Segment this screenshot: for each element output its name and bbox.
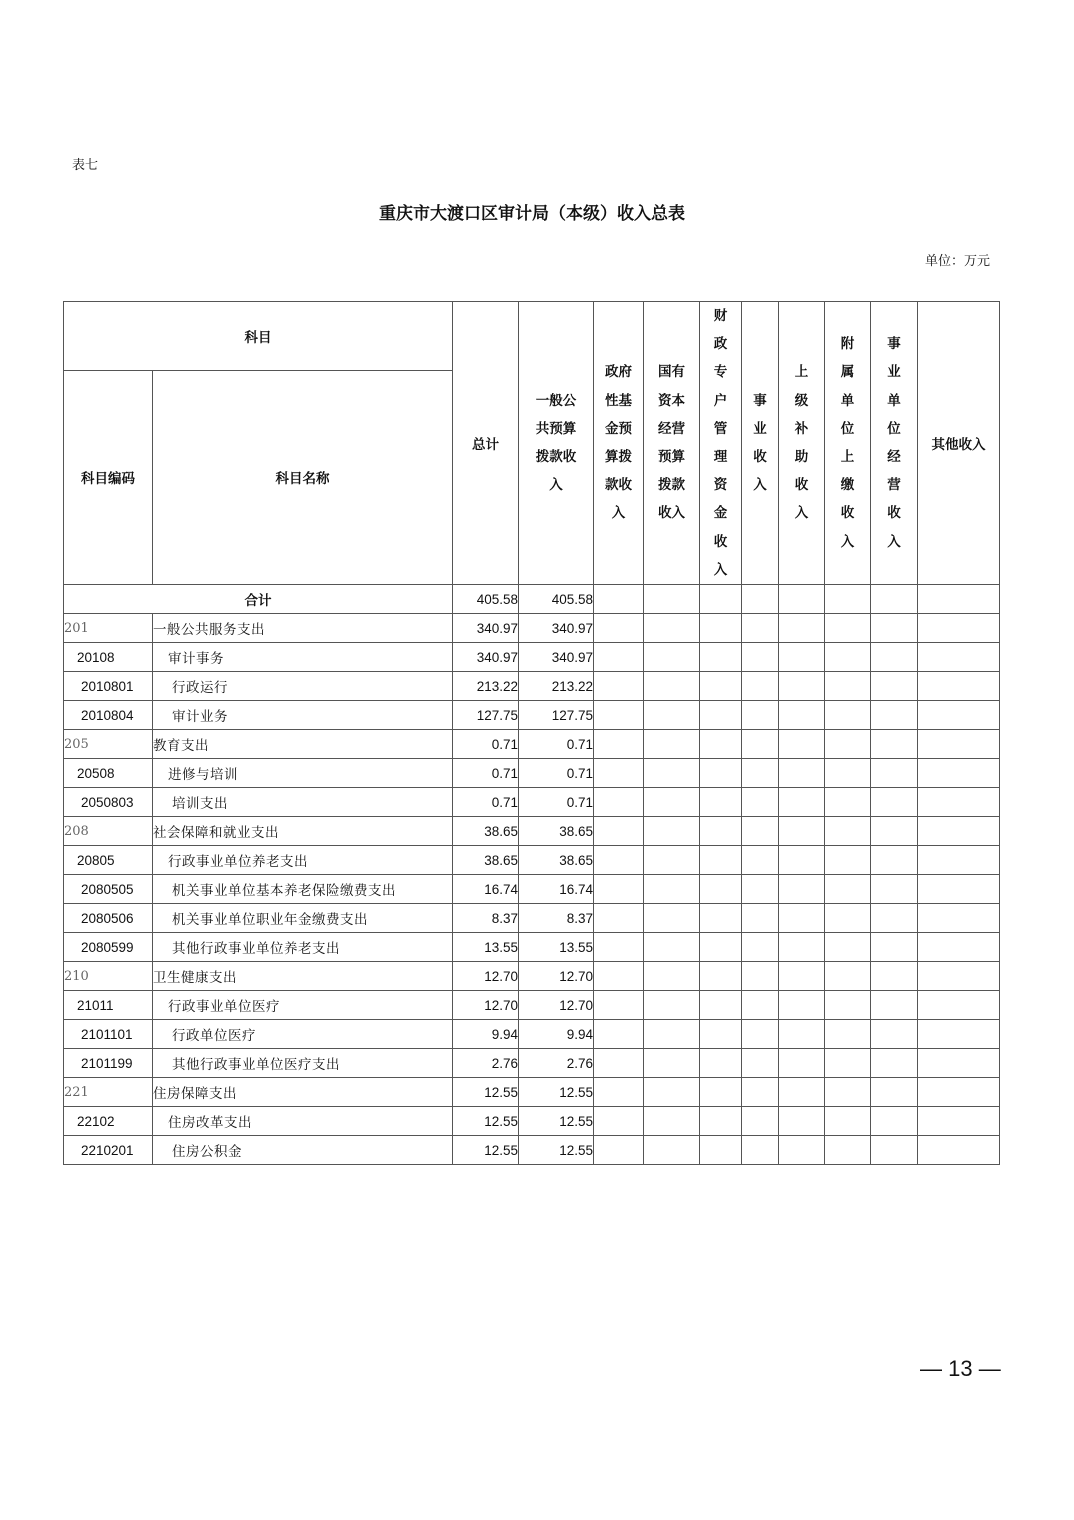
empty-cell bbox=[825, 962, 871, 991]
empty-cell bbox=[700, 962, 742, 991]
empty-cell bbox=[871, 701, 918, 730]
empty-cell bbox=[825, 1136, 871, 1165]
general-cell: 12.70 bbox=[519, 962, 594, 991]
empty-cell bbox=[871, 875, 918, 904]
subject-code-cell: 2010804 bbox=[64, 701, 153, 730]
empty-cell bbox=[594, 1049, 644, 1078]
empty-cell bbox=[700, 701, 742, 730]
empty-cell bbox=[700, 759, 742, 788]
subject-code-cell: 208 bbox=[64, 817, 153, 846]
empty-cell bbox=[779, 701, 825, 730]
empty-cell bbox=[700, 846, 742, 875]
empty-cell bbox=[779, 1020, 825, 1049]
empty-cell bbox=[871, 904, 918, 933]
empty-cell bbox=[871, 788, 918, 817]
empty-cell bbox=[742, 817, 779, 846]
empty-cell bbox=[644, 1020, 700, 1049]
empty-cell bbox=[644, 643, 700, 672]
empty-cell bbox=[871, 1107, 918, 1136]
empty-cell bbox=[644, 1078, 700, 1107]
subject-name-cell: 其他行政事业单位养老支出 bbox=[153, 933, 453, 962]
empty-cell bbox=[871, 1049, 918, 1078]
general-cell: 38.65 bbox=[519, 817, 594, 846]
empty-cell bbox=[779, 991, 825, 1020]
empty-cell bbox=[594, 788, 644, 817]
header-affiliated bbox=[825, 302, 871, 585]
empty-cell bbox=[825, 1020, 871, 1049]
empty-cell bbox=[644, 1136, 700, 1165]
subject-code-cell: 20805 bbox=[64, 846, 153, 875]
empty-cell bbox=[594, 1020, 644, 1049]
income-table bbox=[63, 301, 1000, 1165]
empty-cell bbox=[918, 788, 1000, 817]
subject-code-cell: 2101199 bbox=[64, 1049, 153, 1078]
table-row bbox=[64, 701, 1000, 730]
empty-cell bbox=[871, 817, 918, 846]
empty-cell bbox=[871, 672, 918, 701]
empty-cell bbox=[742, 904, 779, 933]
empty-cell bbox=[871, 1020, 918, 1049]
empty-cell bbox=[742, 1107, 779, 1136]
header-gov-fund bbox=[594, 302, 644, 585]
table-row bbox=[64, 846, 1000, 875]
general-cell: 12.55 bbox=[519, 1107, 594, 1136]
total-cell: 405.58 bbox=[453, 585, 519, 614]
empty-cell bbox=[779, 1078, 825, 1107]
empty-cell bbox=[918, 585, 1000, 614]
empty-cell bbox=[594, 701, 644, 730]
subject-name-cell: 进修与培训 bbox=[153, 759, 453, 788]
empty-cell bbox=[871, 759, 918, 788]
empty-cell bbox=[825, 672, 871, 701]
total-cell: 12.70 bbox=[453, 991, 519, 1020]
empty-cell bbox=[644, 701, 700, 730]
empty-cell bbox=[918, 614, 1000, 643]
empty-cell bbox=[871, 614, 918, 643]
empty-cell bbox=[825, 817, 871, 846]
empty-cell bbox=[779, 1107, 825, 1136]
empty-cell bbox=[700, 1136, 742, 1165]
table-row bbox=[64, 1020, 1000, 1049]
unit-label: 单位：万元 bbox=[924, 254, 990, 269]
subject-name-cell: 行政事业单位医疗 bbox=[153, 991, 453, 1020]
empty-cell bbox=[779, 1136, 825, 1165]
subject-code-cell: 2080599 bbox=[64, 933, 153, 962]
general-cell: 213.22 bbox=[519, 672, 594, 701]
general-cell: 340.97 bbox=[519, 614, 594, 643]
empty-cell bbox=[918, 1107, 1000, 1136]
empty-cell bbox=[644, 875, 700, 904]
empty-cell bbox=[700, 788, 742, 817]
subject-code-cell: 201 bbox=[64, 614, 153, 643]
empty-cell bbox=[644, 1049, 700, 1078]
empty-cell bbox=[918, 1049, 1000, 1078]
table-row bbox=[64, 817, 1000, 846]
empty-cell bbox=[594, 817, 644, 846]
subject-name-cell: 其他行政事业单位医疗支出 bbox=[153, 1049, 453, 1078]
empty-cell bbox=[918, 759, 1000, 788]
general-cell: 0.71 bbox=[519, 759, 594, 788]
empty-cell bbox=[779, 817, 825, 846]
empty-cell bbox=[644, 672, 700, 701]
header-fiscal-special-text: 财政专户管理资金收入 bbox=[713, 308, 728, 577]
empty-cell bbox=[742, 875, 779, 904]
empty-cell bbox=[779, 933, 825, 962]
empty-cell bbox=[700, 904, 742, 933]
empty-cell bbox=[779, 962, 825, 991]
empty-cell bbox=[871, 730, 918, 759]
header-subject-name: 科目名称 bbox=[153, 370, 453, 584]
header-general-budget bbox=[519, 302, 594, 585]
empty-cell bbox=[871, 1136, 918, 1165]
empty-cell bbox=[594, 1107, 644, 1136]
subject-code-cell: 2080506 bbox=[64, 904, 153, 933]
empty-cell bbox=[918, 933, 1000, 962]
subject-code-cell: 21011 bbox=[64, 991, 153, 1020]
empty-cell bbox=[742, 730, 779, 759]
header-operating-text: 事业单位经营收入 bbox=[887, 336, 901, 549]
total-cell: 0.71 bbox=[453, 730, 519, 759]
empty-cell bbox=[825, 614, 871, 643]
empty-cell bbox=[779, 788, 825, 817]
total-cell: 0.71 bbox=[453, 759, 519, 788]
table-row bbox=[64, 1078, 1000, 1107]
empty-cell bbox=[825, 701, 871, 730]
table-row bbox=[64, 875, 1000, 904]
total-cell: 340.97 bbox=[453, 614, 519, 643]
subject-name-cell: 一般公共服务支出 bbox=[153, 614, 453, 643]
table-row bbox=[64, 933, 1000, 962]
total-cell: 2.76 bbox=[453, 1049, 519, 1078]
empty-cell bbox=[594, 614, 644, 643]
total-cell: 213.22 bbox=[453, 672, 519, 701]
empty-cell bbox=[918, 875, 1000, 904]
empty-cell bbox=[871, 1078, 918, 1107]
subject-code-cell: 2050803 bbox=[64, 788, 153, 817]
empty-cell bbox=[742, 788, 779, 817]
header-subject-code: 科目编码 bbox=[64, 370, 153, 584]
subject-name-cell: 审计业务 bbox=[153, 701, 453, 730]
empty-cell bbox=[825, 788, 871, 817]
subject-name-cell: 机关事业单位职业年金缴费支出 bbox=[153, 904, 453, 933]
subject-name-cell: 住房改革支出 bbox=[153, 1107, 453, 1136]
empty-cell bbox=[742, 643, 779, 672]
empty-cell bbox=[644, 991, 700, 1020]
empty-cell bbox=[742, 846, 779, 875]
subject-code-cell: 2210201 bbox=[64, 1136, 153, 1165]
empty-cell bbox=[918, 1136, 1000, 1165]
empty-cell bbox=[700, 1078, 742, 1107]
empty-cell bbox=[825, 875, 871, 904]
table-row bbox=[64, 1049, 1000, 1078]
total-row bbox=[64, 585, 1000, 614]
table-body bbox=[64, 585, 1000, 1165]
empty-cell bbox=[644, 904, 700, 933]
empty-cell bbox=[918, 701, 1000, 730]
empty-cell bbox=[825, 904, 871, 933]
header-subsidy-text: 上级补助收入 bbox=[794, 364, 809, 521]
empty-cell bbox=[742, 614, 779, 643]
empty-cell bbox=[825, 759, 871, 788]
empty-cell bbox=[594, 730, 644, 759]
empty-cell bbox=[825, 585, 871, 614]
empty-cell bbox=[594, 962, 644, 991]
empty-cell bbox=[594, 759, 644, 788]
empty-cell bbox=[871, 846, 918, 875]
empty-cell bbox=[742, 933, 779, 962]
subject-code-cell: 2101101 bbox=[64, 1020, 153, 1049]
empty-cell bbox=[779, 614, 825, 643]
table-row bbox=[64, 643, 1000, 672]
general-cell: 9.94 bbox=[519, 1020, 594, 1049]
table-row bbox=[64, 962, 1000, 991]
header-other: 其他收入 bbox=[918, 302, 1000, 585]
total-cell: 16.74 bbox=[453, 875, 519, 904]
empty-cell bbox=[825, 991, 871, 1020]
empty-cell bbox=[700, 730, 742, 759]
empty-cell bbox=[700, 585, 742, 614]
empty-cell bbox=[594, 643, 644, 672]
table-row bbox=[64, 991, 1000, 1020]
total-cell: 38.65 bbox=[453, 846, 519, 875]
empty-cell bbox=[700, 643, 742, 672]
empty-cell bbox=[700, 991, 742, 1020]
total-cell: 12.70 bbox=[453, 962, 519, 991]
total-cell: 0.71 bbox=[453, 788, 519, 817]
empty-cell bbox=[918, 904, 1000, 933]
total-cell: 340.97 bbox=[453, 643, 519, 672]
empty-cell bbox=[918, 672, 1000, 701]
subject-code-cell: 221 bbox=[64, 1078, 153, 1107]
total-cell: 12.55 bbox=[453, 1136, 519, 1165]
empty-cell bbox=[742, 701, 779, 730]
total-cell: 127.75 bbox=[453, 701, 519, 730]
empty-cell bbox=[825, 1078, 871, 1107]
empty-cell bbox=[825, 1049, 871, 1078]
subject-name-cell: 社会保障和就业支出 bbox=[153, 817, 453, 846]
empty-cell bbox=[742, 962, 779, 991]
header-state-capital-text: 国有资本经营预算拨款收入 bbox=[658, 364, 685, 521]
table-label: 表七 bbox=[72, 158, 99, 173]
subject-name-cell: 教育支出 bbox=[153, 730, 453, 759]
header-total: 总计 bbox=[453, 302, 519, 585]
general-cell: 8.37 bbox=[519, 904, 594, 933]
empty-cell bbox=[779, 904, 825, 933]
table-row bbox=[64, 788, 1000, 817]
empty-cell bbox=[594, 933, 644, 962]
empty-cell bbox=[779, 846, 825, 875]
table-row bbox=[64, 759, 1000, 788]
subject-name-cell: 行政单位医疗 bbox=[153, 1020, 453, 1049]
header-gov-fund-text: 政府性基金预算拨款收入 bbox=[605, 364, 632, 521]
subject-code-cell: 210 bbox=[64, 962, 153, 991]
total-cell: 13.55 bbox=[453, 933, 519, 962]
empty-cell bbox=[779, 1049, 825, 1078]
empty-cell bbox=[742, 1020, 779, 1049]
empty-cell bbox=[594, 672, 644, 701]
empty-cell bbox=[779, 672, 825, 701]
empty-cell bbox=[700, 672, 742, 701]
total-cell: 9.94 bbox=[453, 1020, 519, 1049]
subject-name-cell: 行政运行 bbox=[153, 672, 453, 701]
total-label: 合计 bbox=[64, 585, 453, 614]
general-cell: 2.76 bbox=[519, 1049, 594, 1078]
empty-cell bbox=[594, 875, 644, 904]
empty-cell bbox=[918, 817, 1000, 846]
header-state-capital bbox=[644, 302, 700, 585]
subject-code-cell: 22102 bbox=[64, 1107, 153, 1136]
subject-name-cell: 机关事业单位基本养老保险缴费支出 bbox=[153, 875, 453, 904]
table-row bbox=[64, 672, 1000, 701]
page-number: — 13 — bbox=[920, 1356, 1001, 1381]
empty-cell bbox=[742, 1078, 779, 1107]
empty-cell bbox=[871, 991, 918, 1020]
subject-code-cell: 2010801 bbox=[64, 672, 153, 701]
general-cell: 127.75 bbox=[519, 701, 594, 730]
general-cell: 12.70 bbox=[519, 991, 594, 1020]
subject-code-cell: 20508 bbox=[64, 759, 153, 788]
subject-name-cell: 审计事务 bbox=[153, 643, 453, 672]
total-cell: 12.55 bbox=[453, 1078, 519, 1107]
header-business-income bbox=[742, 302, 779, 585]
empty-cell bbox=[742, 991, 779, 1020]
empty-cell bbox=[918, 962, 1000, 991]
header-row-top bbox=[64, 302, 1000, 371]
empty-cell bbox=[700, 1049, 742, 1078]
empty-cell bbox=[644, 817, 700, 846]
subject-name-cell: 行政事业单位养老支出 bbox=[153, 846, 453, 875]
empty-cell bbox=[700, 1020, 742, 1049]
general-cell: 405.58 bbox=[519, 585, 594, 614]
empty-cell bbox=[918, 643, 1000, 672]
general-cell: 12.55 bbox=[519, 1136, 594, 1165]
empty-cell bbox=[825, 846, 871, 875]
empty-cell bbox=[700, 817, 742, 846]
table-row bbox=[64, 614, 1000, 643]
empty-cell bbox=[825, 730, 871, 759]
empty-cell bbox=[779, 585, 825, 614]
empty-cell bbox=[918, 846, 1000, 875]
total-cell: 38.65 bbox=[453, 817, 519, 846]
empty-cell bbox=[644, 1107, 700, 1136]
empty-cell bbox=[742, 672, 779, 701]
table-row bbox=[64, 730, 1000, 759]
header-fiscal-special bbox=[700, 302, 742, 585]
empty-cell bbox=[918, 991, 1000, 1020]
empty-cell bbox=[644, 730, 700, 759]
general-cell: 0.71 bbox=[519, 730, 594, 759]
empty-cell bbox=[779, 730, 825, 759]
empty-cell bbox=[871, 643, 918, 672]
empty-cell bbox=[700, 933, 742, 962]
empty-cell bbox=[825, 643, 871, 672]
header-business-income-text: 事业收入 bbox=[753, 392, 767, 493]
empty-cell bbox=[918, 1078, 1000, 1107]
empty-cell bbox=[644, 585, 700, 614]
header-subsidy bbox=[779, 302, 825, 585]
empty-cell bbox=[594, 846, 644, 875]
empty-cell bbox=[700, 614, 742, 643]
general-cell: 38.65 bbox=[519, 846, 594, 875]
empty-cell bbox=[644, 933, 700, 962]
empty-cell bbox=[871, 962, 918, 991]
empty-cell bbox=[594, 1078, 644, 1107]
empty-cell bbox=[825, 1107, 871, 1136]
empty-cell bbox=[700, 1107, 742, 1136]
empty-cell bbox=[644, 788, 700, 817]
subject-code-cell: 20108 bbox=[64, 643, 153, 672]
empty-cell bbox=[779, 875, 825, 904]
empty-cell bbox=[644, 614, 700, 643]
empty-cell bbox=[825, 933, 871, 962]
empty-cell bbox=[594, 904, 644, 933]
subject-name-cell: 卫生健康支出 bbox=[153, 962, 453, 991]
empty-cell bbox=[594, 585, 644, 614]
subject-code-cell: 2080505 bbox=[64, 875, 153, 904]
general-cell: 0.71 bbox=[519, 788, 594, 817]
table-row bbox=[64, 1107, 1000, 1136]
empty-cell bbox=[700, 875, 742, 904]
subject-name-cell: 培训支出 bbox=[153, 788, 453, 817]
empty-cell bbox=[871, 933, 918, 962]
empty-cell bbox=[871, 585, 918, 614]
empty-cell bbox=[594, 1136, 644, 1165]
empty-cell bbox=[918, 1020, 1000, 1049]
empty-cell bbox=[742, 1049, 779, 1078]
empty-cell bbox=[594, 991, 644, 1020]
subject-code-cell: 205 bbox=[64, 730, 153, 759]
header-general-budget-text: 一般公共预算拨款收入 bbox=[535, 392, 577, 493]
table-row bbox=[64, 904, 1000, 933]
empty-cell bbox=[644, 962, 700, 991]
table-row bbox=[64, 1136, 1000, 1165]
general-cell: 16.74 bbox=[519, 875, 594, 904]
empty-cell bbox=[918, 730, 1000, 759]
header-affiliated-text: 附属单位上缴收入 bbox=[840, 336, 855, 549]
general-cell: 13.55 bbox=[519, 933, 594, 962]
general-cell: 340.97 bbox=[519, 643, 594, 672]
general-cell: 12.55 bbox=[519, 1078, 594, 1107]
empty-cell bbox=[779, 643, 825, 672]
page-title: 重庆市大渡口区审计局（本级）收入总表 bbox=[379, 204, 685, 224]
empty-cell bbox=[742, 1136, 779, 1165]
empty-cell bbox=[742, 585, 779, 614]
header-operating bbox=[871, 302, 918, 585]
empty-cell bbox=[644, 846, 700, 875]
subject-name-cell: 住房公积金 bbox=[153, 1136, 453, 1165]
total-cell: 8.37 bbox=[453, 904, 519, 933]
header-subject: 科目 bbox=[64, 302, 453, 371]
empty-cell bbox=[742, 759, 779, 788]
total-cell: 12.55 bbox=[453, 1107, 519, 1136]
empty-cell bbox=[779, 759, 825, 788]
subject-name-cell: 住房保障支出 bbox=[153, 1078, 453, 1107]
empty-cell bbox=[644, 759, 700, 788]
